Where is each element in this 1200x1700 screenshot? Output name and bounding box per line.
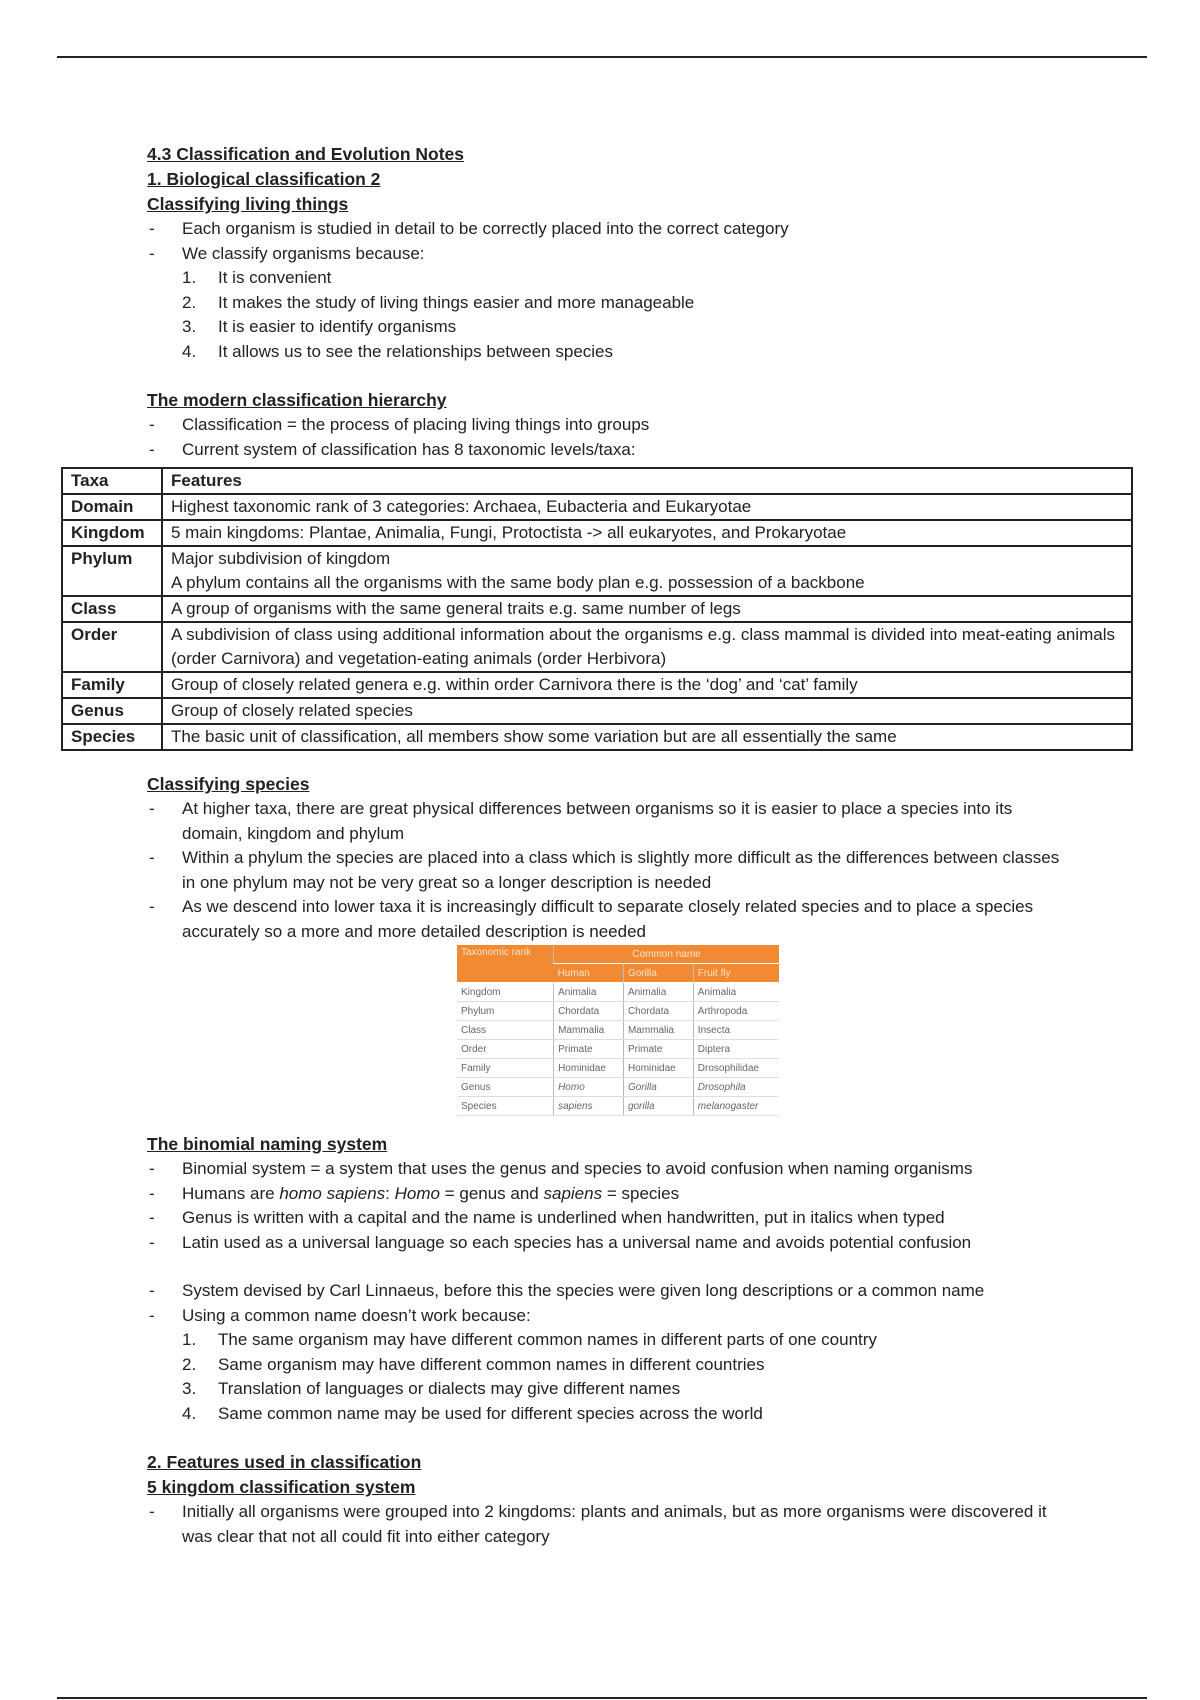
section-2-heading: 2. Features used in classification (147, 1452, 422, 1472)
table-row: Family Hominidae Hominidae Drosophilidae (457, 1059, 779, 1078)
list-item: - We classify organisms because: (147, 242, 1077, 267)
table-row: Kingdom Animalia Animalia Animalia (457, 983, 779, 1002)
features-cell: The basic unit of classification, all members show some variation but are all essentially the same (162, 724, 1132, 750)
list-item: - Binomial system = a system that uses the genus and species to avoid confusion when naming organisms (147, 1157, 1077, 1182)
list-item: 2. Same organism may have different common names in different countries (182, 1354, 765, 1374)
list-item: 4. It allows us to see the relationships between species (182, 341, 614, 361)
classifying-species-bullets (147, 797, 1077, 944)
footer-rule (57, 1697, 1147, 1699)
header-rule (57, 56, 1147, 58)
taxon-cell: Family (62, 672, 162, 698)
taxon-cell: Domain (62, 494, 162, 520)
table-row (62, 546, 1132, 596)
section-2-subheading: 5 kingdom classification system (147, 1477, 416, 1497)
notes-species (147, 772, 1077, 944)
list-item: - Each organism is studied in detail to be correctly placed into the correct category (147, 217, 1077, 242)
taxon-cell: Phylum (62, 546, 162, 596)
table-row (62, 596, 1132, 622)
list-item: - At higher taxa, there are great physical differences between organisms so it is easier to place a species into its domain, kingdom and phylum (147, 797, 1077, 846)
features-cell: Group of closely related species (162, 698, 1132, 724)
common-name-table (457, 945, 779, 1116)
table-row (62, 672, 1132, 698)
rank-header: Taxonomic rank (457, 945, 554, 983)
page-title: 4.3 Classification and Evolution Notes (147, 144, 465, 164)
taxa-table (61, 467, 1133, 751)
table-row (62, 698, 1132, 724)
list-item: 2. It makes the study of living things easier and more manageable (182, 292, 695, 312)
section-2-bullets (147, 1500, 1077, 1549)
table-row: Class Mammalia Mammalia Insecta (457, 1021, 779, 1040)
list-item: - Within a phylum the species are placed into a class which is slightly more difficult as the differences between classes in one phylum may not be very great so a longer description is needed (147, 846, 1077, 895)
table-row (62, 494, 1132, 520)
section-1-bullets (147, 217, 1077, 266)
common-name-problems-list (147, 1328, 1077, 1426)
classifying-species-heading: Classifying species (147, 774, 310, 794)
features-cell: Highest taxonomic rank of 3 categories: Archaea, Eubacteria and Eukaryotae (162, 494, 1132, 520)
table-row (62, 520, 1132, 546)
features-cell: A group of organisms with the same general traits e.g. same number of legs (162, 596, 1132, 622)
features-cell: Major subdivision of kingdom A phylum contains all the organisms with the same body plan e.g. possession of a backbone (162, 546, 1132, 596)
column-header: Taxa (62, 468, 162, 494)
list-item: - Current system of classification has 8 taxonomic levels/taxa: (147, 438, 1077, 463)
hierarchy-bullets (147, 413, 1077, 462)
features-cell: Group of closely related genera e.g. within order Carnivora there is the ‘dog’ and ‘cat’ family (162, 672, 1132, 698)
binomial-bullets (147, 1157, 1077, 1255)
list-item: 1. It is convenient (182, 268, 332, 287)
list-item: - As we descend into lower taxa it is increasingly difficult to separate closely related species and to place a species accurately so a more and more detailed description is needed (147, 895, 1077, 944)
list-item: 3. It is easier to identify organisms (182, 317, 457, 336)
taxon-cell: Class (62, 596, 162, 622)
section-1-subheading: Classifying living things (147, 194, 349, 214)
hierarchy-heading: The modern classification hierarchy (147, 390, 447, 410)
taxon-cell: Genus (62, 698, 162, 724)
list-item: - Initially all organisms were grouped into 2 kingdoms: plants and animals, but as more organisms were discovered it was clear that not all could fit into either category (147, 1500, 1077, 1549)
column-header: Human (554, 964, 624, 983)
column-header: Fruit fly (693, 964, 779, 983)
taxon-cell: Kingdom (62, 520, 162, 546)
table-header-row (457, 945, 779, 964)
list-item: - Latin used as a universal language so each species has a universal name and avoids potential confusion (147, 1231, 1077, 1256)
notes-binomial (147, 1132, 1077, 1549)
features-cell: 5 main kingdoms: Plantae, Animalia, Fungi, Protoctista -> all eukaryotes, and Prokaryotae (162, 520, 1132, 546)
taxon-cell: Order (62, 622, 162, 672)
list-item: - Classification = the process of placing living things into groups (147, 413, 1077, 438)
table-header-row (62, 468, 1132, 494)
list-item: - Humans are homo sapiens: Homo = genus and sapiens = species (147, 1182, 1077, 1207)
list-item: - Genus is written with a capital and the name is underlined when handwritten, put in italics when typed (147, 1206, 1077, 1231)
table-row: Species sapiens gorilla melanogaster (457, 1097, 779, 1116)
linnaeus-bullets (147, 1279, 1077, 1328)
column-header: Features (162, 468, 1132, 494)
table-row (62, 724, 1132, 750)
table-row: Phylum Chordata Chordata Arthropoda (457, 1002, 779, 1021)
table-row: Order Primate Primate Diptera (457, 1040, 779, 1059)
features-cell: A subdivision of class using additional information about the organisms e.g. class mammal is divided into meat-eating animals (order Carnivora) and vegetation-eating animals (order Herbivora) (162, 622, 1132, 672)
table-row: Genus Homo Gorilla Drosophila (457, 1078, 779, 1097)
binomial-heading: The binomial naming system (147, 1134, 388, 1154)
table-row (62, 622, 1132, 672)
notes-top (147, 142, 1077, 462)
taxon-cell: Species (62, 724, 162, 750)
list-item: - System devised by Carl Linnaeus, before this the species were given long descriptions or a common name (147, 1279, 1077, 1304)
column-header: Gorilla (623, 964, 693, 983)
list-item: - Using a common name doesn’t work because: (147, 1304, 1077, 1329)
section-1-heading: 1. Biological classification 2 (147, 169, 381, 189)
common-name-header: Common name (554, 945, 779, 964)
list-item: 4. Same common name may be used for different species across the world (182, 1403, 763, 1423)
list-item: 1. The same organism may have different common names in different parts of one country (182, 1330, 877, 1349)
reasons-list (147, 266, 1077, 364)
list-item: 3. Translation of languages or dialects may give different names (182, 1379, 681, 1398)
